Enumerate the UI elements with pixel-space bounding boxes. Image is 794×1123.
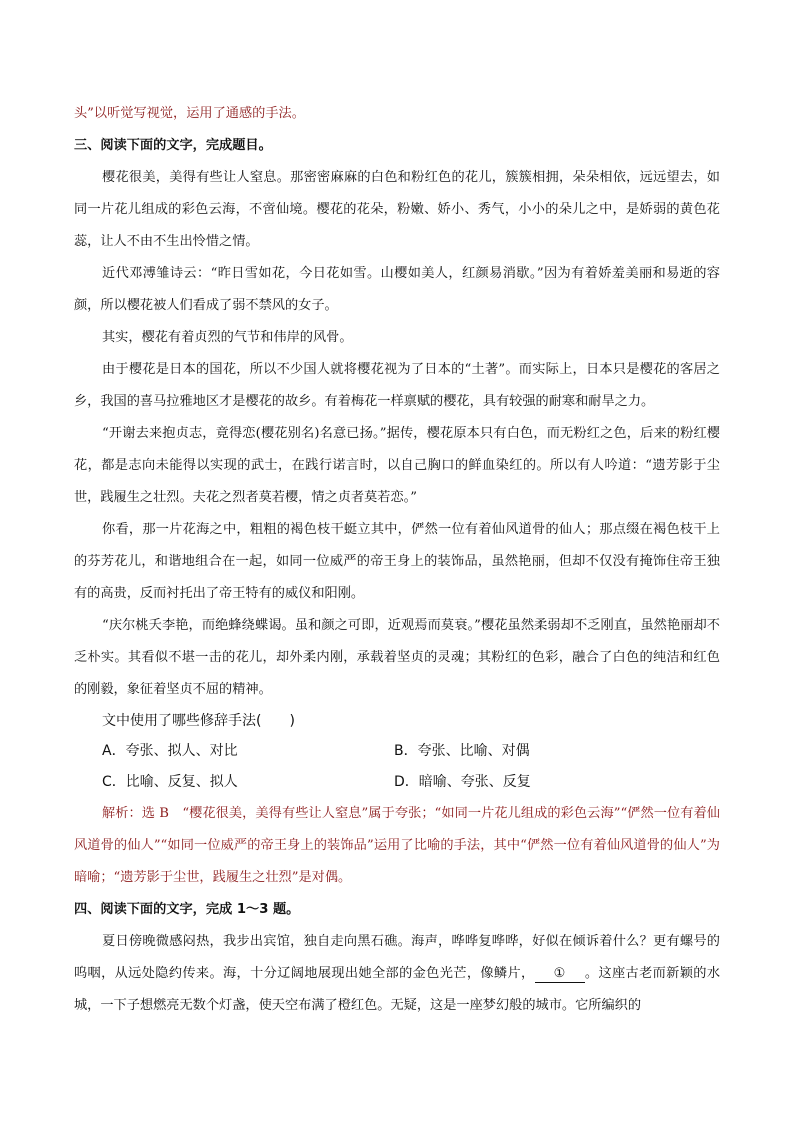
answer-options (102, 736, 720, 798)
passage-paragraph: 由于樱花是日本的国花，所以不少国人就将樱花视为了日本的“土著”。而实际上，日本只是樱花的客居之乡，我国的喜马拉雅地区才是樱花的故乡。有着梅花一样禀赋的樱花，具有较强的耐寒和耐旱之力。 (74, 362, 720, 409)
option-a: A．夸张、拟人、对比 (102, 743, 238, 759)
previous-answer-tail: 头”以听觉写视觉，运用了通感的手法。 (74, 106, 305, 121)
answer-analysis: 解析：选 B “樱花很美，美得有些让人窒息”属于夸张；“如同一片花儿组成的彩色云海”“俨然一位有着仙风道骨的仙人”“如同一位威严的帝王身上的装饰品”运用了比喻的手法，其中“俨然一位有着仙风道骨的仙人”为暗喻；“遗芳影于尘世，践履生之壮烈”是对偶。 (74, 806, 720, 885)
passage-paragraph-with-blank (74, 926, 720, 1022)
passage-text-before-blank: 夏日傍晚微感闷热，我步出宾馆，独自走向黑石礁。海声，哗哗复哗哗，好似在倾诉着什么？更有螺号的呜咽，从远处隐约传来。海，十分辽阔地展现出她全部的金色光芒，像鳞片， (74, 934, 720, 981)
page-content (74, 98, 720, 1022)
passage-text-after-blank: 。这座古老而新颖的水城，一下子想燃亮无数个灯盏，使天空布满了橙红色。无疑，这是一座梦幻般的城市。它所编织的 (74, 966, 721, 1013)
question-stem: 文中使用了哪些修辞手法( ) (102, 713, 295, 729)
fill-in-blank: ① (535, 966, 585, 983)
section-3-heading: 三、阅读下面的文字，完成题目。 (74, 138, 272, 153)
option-b: B．夸张、比喻、对偶 (394, 743, 530, 759)
section-4-heading: 四、阅读下面的文字，完成 1～3 题。 (74, 902, 300, 917)
passage-paragraph: 你看，那一片花海之中，粗粗的褐色枝干蜓立其中，俨然一位有着仙风道骨的仙人；那点缀在褐色枝干上的芬芳花儿，和谐地组合在一起，如同一位威严的帝王身上的装饰品，虽然艳丽，但却不仅没有掩饰住帝王独有的高贵，反而衬托出了帝王特有的威仪和阳刚。 (74, 522, 720, 601)
passage-paragraph: 其实，樱花有着贞烈的气节和伟岸的风骨。 (102, 330, 353, 345)
passage-paragraph: 近代邓溥雏诗云：“昨日雪如花，今日花如雪。山樱如美人，红颜易消歇。”因为有着娇羞美丽和易逝的容颜，所以樱花被人们看成了弱不禁风的女子。 (74, 266, 720, 313)
passage-paragraph: “开谢去来抱贞志，竟得恋(樱花别名)名意已扬。”据传，樱花原本只有白色，而无粉红之色，后来的粉红樱花，都是志向未能得以实现的武士，在践行诺言时，以自己胸口的鲜血染红的。所以有人吟道：“遗芳影于尘世，践履生之壮烈。夫花之烈者莫若樱，情之贞者莫若恋。” (74, 426, 720, 505)
passage-paragraph: “庆尔桃夭李艳，而绝蜂绕蝶谒。虽和颜之可即，近观焉而莫衰。”樱花虽然柔弱却不乏刚直，虽然艳丽却不乏朴实。其看似不堪一击的花儿，却外柔内刚，承载着坚贞的灵魂；其粉红的色彩，融合了白色的纯洁和红色的刚毅，象征着坚贞不屈的精神。 (74, 618, 720, 697)
option-c: C．比喻、反复、拟人 (102, 774, 238, 790)
option-d: D．暗喻、夸张、反复 (394, 774, 531, 790)
passage-paragraph: 樱花很美，美得有些让人窒息。那密密麻麻的白色和粉红色的花儿，簇簇相拥，朵朵相依，远远望去，如同一片花儿组成的彩色云海，不啻仙境。樱花的花朵，粉嫩、娇小、秀气，小小的朵儿之中，是娇弱的黄色花蕊，让人不由不生出怜惜之情。 (74, 170, 720, 249)
